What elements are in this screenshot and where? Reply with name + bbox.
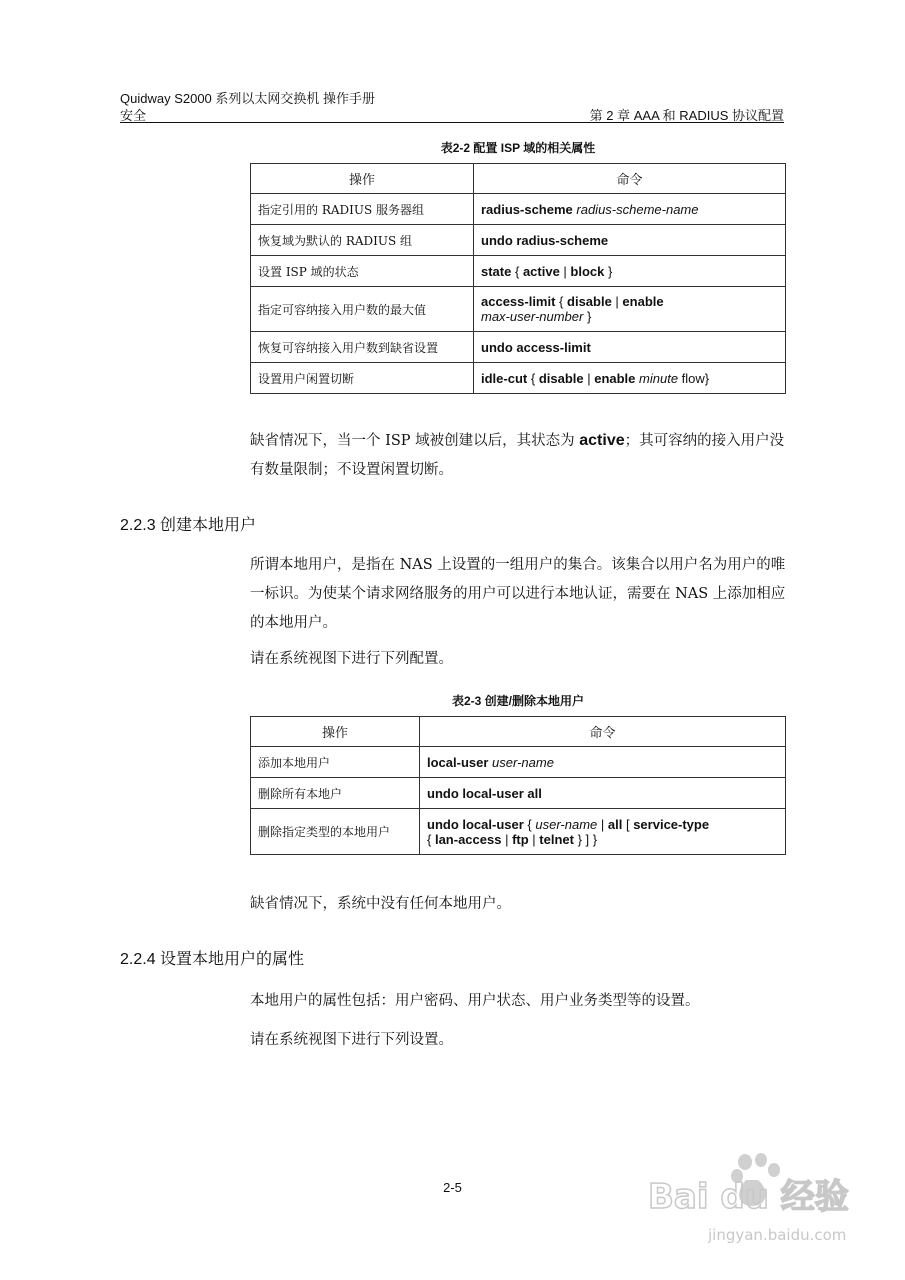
table1-caption: 表2-2 配置 ISP 域的相关属性 — [440, 141, 596, 155]
table1-cmd: undo access-limit — [474, 332, 786, 363]
table-row — [251, 332, 786, 363]
system-view-paragraph: 请在系统视图下进行下列配置。 — [250, 651, 453, 667]
watermark-logo-text: Bai du 经验 — [648, 1177, 849, 1217]
table1-header-cmd: 命令 — [474, 164, 786, 194]
table2-cmd: undo local-user all — [420, 778, 786, 809]
header-title: Quidway S2000 系列以太网交换机 操作手册 — [120, 91, 376, 106]
table1 — [250, 163, 786, 394]
system-view-paragraph-2: 请在系统视图下进行下列设置。 — [250, 1032, 453, 1048]
table-row — [251, 194, 786, 225]
table2-op: 删除所有本地户 — [251, 778, 420, 809]
table1-op: 设置 ISP 域的状态 — [251, 256, 474, 287]
table-row — [251, 363, 786, 394]
table1-header-op: 操作 — [251, 164, 474, 194]
table-row — [251, 256, 786, 287]
table2-header-op: 操作 — [251, 717, 420, 747]
section-title-2-2-3: 2.2.3 创建本地用户 — [120, 517, 257, 534]
table-row — [251, 225, 786, 256]
table2-op: 删除指定类型的本地用户 — [251, 809, 420, 855]
page-number: 2-5 — [443, 1180, 462, 1195]
header-chapter: 第 2 章 AAA 和 RADIUS 协议配置 — [589, 108, 784, 123]
table-row — [251, 287, 786, 332]
table1-cmd: access-limit { disable | enable max-user-number } — [474, 287, 786, 332]
table2-caption: 表2-3 创建/删除本地用户 — [451, 694, 584, 708]
table1-op: 恢复可容纳接入用户数到缺省设置 — [251, 332, 474, 363]
section-title-2-2-4: 2.2.4 设置本地用户的属性 — [120, 951, 305, 968]
baidu-jingyan-watermark — [640, 1150, 850, 1255]
header-rule — [120, 122, 784, 123]
table1-op: 设置用户闲置切断 — [251, 363, 474, 394]
table-row — [251, 747, 786, 778]
attributes-paragraph: 本地用户的属性包括：用户密码、用户状态、用户业务类型等的设置。 — [250, 993, 700, 1009]
table1-cmd: undo radius-scheme — [474, 225, 786, 256]
table2-op: 添加本地用户 — [251, 747, 420, 778]
table1-cmd: idle-cut { disable | enable minute flow} — [474, 363, 786, 394]
table2-cmd: undo local-user { user-name | all [ service-type { lan-access | ftp | telnet } ] } — [420, 809, 786, 855]
table2-cmd: local-user user-name — [420, 747, 786, 778]
no-local-user-paragraph: 缺省情况下，系统中没有任何本地用户。 — [250, 896, 511, 912]
header-subtitle: 安全 — [120, 108, 147, 123]
table1-op: 指定引用的 RADIUS 服务器组 — [251, 194, 474, 225]
watermark-url: jingyan.baidu.com — [708, 1226, 847, 1244]
table1-op: 恢复域为默认的 RADIUS 组 — [251, 225, 474, 256]
table-row — [251, 778, 786, 809]
table2 — [250, 716, 786, 855]
default-state-paragraph: 缺省情况下，当一个 ISP 域被创建以后，其状态为 active；其可容纳的接入用户没有数量限制；不设置闲置切断。 — [250, 432, 785, 478]
table2-header-cmd: 命令 — [420, 717, 786, 747]
table1-op: 指定可容纳接入用户数的最大值 — [251, 287, 474, 332]
table1-cmd: radius-scheme radius-scheme-name — [474, 194, 786, 225]
table-row — [251, 809, 786, 855]
table1-cmd: state { active | block } — [474, 256, 786, 287]
local-user-paragraph: 所谓本地用户，是指在 NAS 上设置的一组用户的集合。该集合以用户名为用户的唯一标识。为使某个请求网络服务的用户可以进行本地认证，需要在 NAS 上添加相应的本地用户。 — [250, 557, 786, 631]
